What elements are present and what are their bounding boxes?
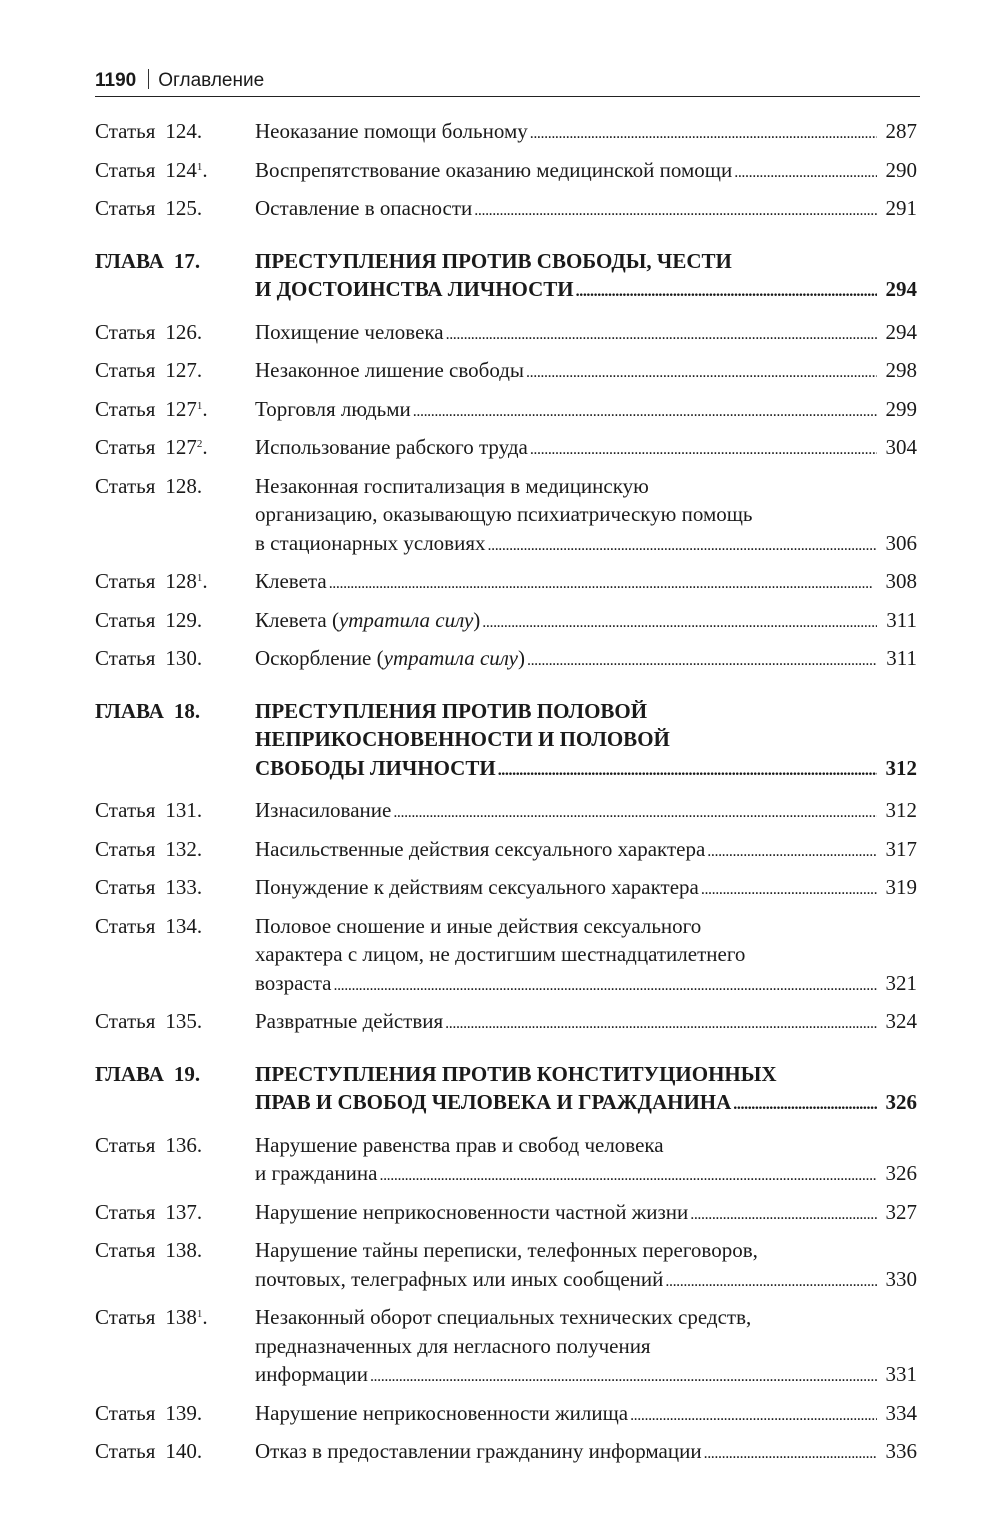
entry-superscript: 1: [196, 399, 203, 412]
entry-prefix: Статья: [95, 196, 156, 220]
dot-leader: [482, 609, 877, 638]
entry-title-last: Оставление в опасности: [255, 196, 473, 220]
entry-title-last: Незаконное лишение свободы: [255, 358, 525, 382]
entry-label: [95, 1437, 255, 1466]
dot-leader: [445, 1010, 877, 1039]
article-entry[interactable]: [95, 1007, 917, 1039]
entry-title-last-line: [255, 835, 917, 867]
entry-title-text: [255, 969, 331, 998]
entry-title-text: [255, 835, 705, 864]
article-entry[interactable]: [95, 156, 917, 188]
entry-number: 130.: [165, 646, 203, 670]
entry-superscript: 2: [196, 438, 203, 450]
entry-title-last-line: [255, 1159, 917, 1191]
entry-title-last: Неоказание помощи больному: [255, 119, 528, 143]
article-entry[interactable]: [95, 318, 917, 350]
entry-number: 138.: [165, 1238, 203, 1262]
dot-leader: [530, 436, 877, 465]
entry-title-last: СВОБОДЫ ЛИЧНОСТИ: [255, 755, 496, 780]
section-title: Оглавление: [158, 70, 265, 91]
dot-leader: [393, 799, 877, 828]
entry-page-number: 326: [885, 1161, 917, 1185]
entry-prefix: Статья: [95, 473, 156, 498]
chapter-entry[interactable]: [95, 1060, 917, 1120]
entry-title-line: Незаконный оборот специальных технических средств,: [255, 1305, 752, 1329]
table-of-contents: [95, 117, 917, 1476]
entry-title-last: Торговля людьми: [255, 396, 411, 421]
entry-prefix: Статья: [95, 1238, 156, 1262]
entry-title-last-line: [255, 644, 917, 676]
entry-title-text: [255, 567, 327, 596]
entry-title-line: ПРЕСТУПЛЕНИЯ ПРОТИВ ПОЛОВОЙ: [255, 698, 648, 723]
entry-title-last: возраста: [255, 970, 332, 995]
entry-number-suffix: .: [202, 396, 208, 421]
article-entry[interactable]: [95, 395, 917, 427]
entry-label: [95, 644, 255, 673]
entry-title-line: ПРЕСТУПЛЕНИЯ ПРОТИВ КОНСТИТУЦИОННЫХ: [255, 1061, 777, 1086]
entry-page-number: 299: [885, 396, 917, 421]
entry-title-last: и гражданина: [255, 1161, 378, 1185]
article-entry[interactable]: [95, 1131, 917, 1191]
entry-title-last-line: [255, 433, 917, 465]
entry-number: 19.: [173, 1061, 201, 1086]
entry-page-number: 317: [885, 836, 917, 861]
entry-number: 124.: [165, 119, 203, 143]
entry-title-last: Отказ в предоставлении гражданину информации: [255, 1439, 702, 1463]
dot-leader: [733, 1091, 877, 1120]
entry-title-last-line: [255, 117, 917, 149]
entry-title: [255, 697, 917, 786]
article-entry[interactable]: [95, 873, 917, 905]
entry-title-last: Клевета: [255, 569, 327, 593]
entry-title-last-line: [255, 194, 917, 226]
entry-page-number: 324: [885, 1009, 917, 1033]
entry-title-text: [255, 754, 496, 783]
entry-title: [255, 1236, 917, 1296]
entry-prefix: Статья: [95, 836, 156, 861]
entry-number: 124: [165, 157, 197, 182]
entry-title-last-line: [255, 1088, 917, 1120]
entry-superscript: 1: [196, 572, 203, 584]
entry-page-number: 336: [885, 1439, 917, 1463]
entry-title: [255, 644, 917, 676]
entry-title-line: предназначенных для негласного получения: [255, 1333, 651, 1358]
entry-title-line: Нарушение равенства прав и свобод человека: [255, 1132, 664, 1157]
entry-title-last-line: [255, 1399, 917, 1431]
entry-prefix: Статья: [95, 1009, 156, 1033]
dot-leader: [707, 838, 877, 867]
entry-page-number: 287: [885, 119, 917, 143]
entry-label: [95, 1007, 255, 1036]
dot-leader: [333, 972, 877, 1001]
entry-label: [95, 1131, 255, 1160]
entry-title-text: [255, 1399, 628, 1428]
article-entry[interactable]: [95, 835, 917, 867]
article-entry[interactable]: [95, 433, 917, 465]
entry-label: [95, 472, 255, 501]
entry-number: 140.: [165, 1439, 203, 1463]
entry-title-line: Незаконная госпитализация в медицинскую: [255, 473, 649, 498]
running-head: [95, 68, 920, 97]
entry-title: [255, 1060, 917, 1120]
dot-leader: [665, 1268, 877, 1297]
entry-label: [95, 1198, 255, 1227]
entry-title-last: ПРАВ И СВОБОД ЧЕЛОВЕКА И ГРАЖДАНИНА: [255, 1090, 732, 1114]
entry-number: 127: [165, 396, 197, 421]
entry-title-last-line: [255, 1437, 917, 1469]
entry-title: [255, 1131, 917, 1191]
article-entry[interactable]: [95, 1437, 917, 1469]
entry-title-line: Нарушение тайны переписки, телефонных переговоров,: [255, 1238, 758, 1262]
entry-page-number: 330: [885, 1266, 917, 1291]
entry-superscript: 1: [196, 1308, 203, 1320]
chapter-entry[interactable]: [95, 247, 917, 307]
entry-title-last-line: [255, 606, 917, 638]
entry-title-last: Оскорбление: [255, 646, 372, 670]
entry-title-last: почтовых, телеграфных или иных сообщений: [255, 1266, 664, 1291]
entry-prefix: Статья: [95, 157, 156, 182]
entry-number: 129.: [165, 607, 203, 632]
entry-title-text: [255, 318, 444, 347]
article-entry[interactable]: [95, 644, 917, 676]
entry-title-last: Использование рабского труда: [255, 435, 528, 459]
entry-title: [255, 835, 917, 867]
dot-leader: [488, 532, 878, 561]
entry-title-last-line: [255, 395, 917, 427]
entry-title-text: [255, 1159, 377, 1188]
entry-title-last: Насильственные действия сексуального характера: [255, 836, 706, 861]
entry-title-last-line: [255, 156, 917, 188]
entry-title: [255, 117, 917, 149]
entry-title-text: [255, 529, 486, 558]
chapter-entry[interactable]: [95, 697, 917, 786]
dot-leader: [498, 757, 877, 786]
dot-leader: [474, 197, 877, 226]
dot-leader: [704, 1440, 877, 1469]
entry-page-number: 291: [885, 196, 917, 220]
entry-page-number: 311: [886, 607, 917, 632]
entry-page-number: 298: [885, 358, 917, 382]
entry-title-text: [255, 117, 528, 146]
entry-prefix: Статья: [95, 396, 156, 421]
entry-title-last-line: [255, 567, 917, 599]
entry-page-number: 290: [885, 157, 917, 182]
entry-title-text: [255, 433, 528, 462]
entry-prefix: Статья: [95, 875, 156, 899]
entry-number: 127.: [165, 358, 203, 382]
entry-label: [95, 873, 255, 902]
entry-label: [95, 318, 255, 347]
entry-title-last-line: [255, 754, 917, 786]
entry-number: 137.: [165, 1199, 203, 1224]
dot-leader: [530, 120, 877, 149]
dot-leader: [630, 1402, 877, 1431]
entry-note-italic: утратила силу: [338, 607, 474, 632]
entry-title: [255, 247, 917, 307]
entry-page-number: 319: [885, 875, 917, 899]
entry-title: [255, 796, 917, 828]
entry-page-number: 306: [885, 530, 917, 555]
entry-title-last: Похищение человека: [255, 319, 444, 344]
article-entry[interactable]: [95, 1399, 917, 1431]
page-number: 1190: [95, 70, 137, 91]
entry-title-text: [255, 1007, 443, 1036]
entry-title-text: [255, 275, 574, 304]
entry-page-number: 311: [886, 646, 917, 670]
entry-title-last: И ДОСТОИНСТВА ЛИЧНОСТИ: [255, 277, 574, 301]
entry-number: 133.: [165, 875, 203, 899]
entry-title-last-line: [255, 1007, 917, 1039]
entry-number: 136.: [165, 1132, 203, 1157]
entry-page-number: 321: [885, 970, 917, 995]
entry-page-number: 312: [885, 755, 917, 780]
entry-prefix: Статья: [95, 1132, 156, 1157]
entry-label: [95, 247, 255, 276]
dot-leader: [734, 159, 877, 188]
entry-note-italic: утратила силу: [383, 646, 518, 670]
entry-number: 18.: [173, 698, 201, 723]
entry-title: [255, 395, 917, 427]
entry-title-text: [255, 395, 411, 424]
entry-label: [95, 117, 255, 146]
entry-title-last-line: [255, 529, 917, 561]
entry-label: [95, 433, 255, 462]
article-entry[interactable]: [95, 567, 917, 599]
entry-page-number: 308: [885, 569, 917, 593]
article-entry[interactable]: [95, 1303, 917, 1392]
entry-label: [95, 356, 255, 385]
entry-page-number: 294: [885, 277, 917, 301]
entry-label: [95, 912, 255, 941]
article-entry[interactable]: [95, 472, 917, 561]
entry-title-last: в стационарных условиях: [255, 530, 486, 555]
entry-prefix: Статья: [95, 798, 156, 822]
article-entry[interactable]: [95, 1198, 917, 1230]
entry-number-suffix: .: [202, 157, 208, 182]
entry-title: [255, 194, 917, 226]
entry-title-text: [255, 156, 732, 185]
entry-page-number: 304: [885, 435, 917, 459]
entry-number-suffix: .: [202, 569, 208, 593]
entry-title-line: НЕПРИКОСНОВЕННОСТИ И ПОЛОВОЙ: [255, 727, 670, 751]
entry-title-last: информации: [255, 1362, 368, 1386]
entry-title-last: Клевета: [255, 607, 327, 632]
entry-label: [95, 835, 255, 864]
entry-number: 126.: [165, 319, 203, 344]
entry-title-text: Оскорбление (утратила силу): [255, 646, 525, 670]
entry-prefix: Статья: [95, 435, 156, 459]
article-entry[interactable]: [95, 796, 917, 828]
entry-title-last: Развратные действия: [255, 1009, 444, 1033]
article-entry[interactable]: [95, 912, 917, 1001]
entry-title: [255, 472, 917, 561]
entry-title: [255, 912, 917, 1001]
entry-title-last-line: [255, 356, 917, 388]
entry-title-line: характера с лицом, не достигшим шестнадцатилетнего: [255, 942, 746, 966]
entry-number: 139.: [165, 1400, 203, 1425]
entry-title-last-line: [255, 275, 917, 307]
entry-title-text: Клевета (утратила силу): [255, 607, 481, 632]
entry-title-last-line: [255, 1265, 917, 1297]
entry-number-suffix: .: [202, 435, 208, 459]
entry-page-number: 331: [885, 1362, 917, 1386]
entry-title-line: ПРЕСТУПЛЕНИЯ ПРОТИВ СВОБОДЫ, ЧЕСТИ: [255, 248, 732, 273]
entry-title-last-line: [255, 1360, 917, 1392]
entry-title: [255, 1399, 917, 1431]
entry-number-suffix: .: [202, 1305, 208, 1329]
entry-prefix: Статья: [95, 319, 156, 344]
entry-prefix: ГЛАВА: [95, 1061, 164, 1086]
entry-title: [255, 873, 917, 905]
entry-title: [255, 156, 917, 188]
entry-number: 138: [165, 1305, 197, 1329]
entry-title-last: Изнасилование: [255, 798, 392, 822]
entry-title: [255, 1007, 917, 1039]
entry-page-number: 334: [885, 1400, 917, 1425]
entry-prefix: Статья: [95, 646, 156, 670]
entry-title-text: [255, 1265, 663, 1294]
entry-title: [255, 318, 917, 350]
entry-number: 131.: [165, 798, 203, 822]
entry-title-text: [255, 1360, 368, 1389]
entry-title-last-line: [255, 318, 917, 350]
article-entry[interactable]: [95, 606, 917, 638]
entry-prefix: Статья: [95, 358, 156, 382]
entry-number: 135.: [165, 1009, 203, 1033]
entry-label: [95, 796, 255, 825]
dot-leader: [527, 647, 877, 676]
entry-number: 128: [165, 569, 197, 593]
dot-leader: [446, 321, 877, 350]
entry-title-text: [255, 1437, 702, 1466]
entry-label: [95, 697, 255, 726]
dot-leader: [329, 570, 877, 599]
entry-prefix: ГЛАВА: [95, 698, 164, 723]
header-separator: [148, 69, 149, 89]
entry-number: 17.: [173, 248, 201, 273]
entry-prefix: Статья: [95, 607, 156, 632]
entry-superscript: 1: [196, 160, 203, 173]
entry-prefix: Статья: [95, 1199, 156, 1224]
entry-title-last: Понуждение к действиям сексуального характера: [255, 875, 699, 899]
entry-page-number: 326: [885, 1090, 917, 1114]
entry-label: [95, 194, 255, 223]
entry-title-text: [255, 1088, 731, 1117]
entry-title: [255, 1198, 917, 1230]
entry-number: 128.: [165, 473, 203, 498]
entry-title-line: организацию, оказывающую психиатрическую помощь: [255, 502, 753, 526]
dot-leader: [576, 278, 877, 307]
entry-label: [95, 1236, 255, 1265]
entry-title: [255, 606, 917, 638]
dot-leader: [413, 398, 877, 427]
entry-title-text: [255, 796, 391, 825]
entry-title-text: [255, 356, 524, 385]
entry-title-last: Нарушение неприкосновенности жилища: [255, 1400, 629, 1425]
dot-leader: [701, 876, 877, 905]
entry-title: [255, 356, 917, 388]
entry-number: 127: [165, 435, 197, 459]
entry-prefix: Статья: [95, 1305, 156, 1329]
entry-title-last: Нарушение неприкосновенности частной жизни: [255, 1199, 689, 1224]
dot-leader: [690, 1201, 877, 1230]
entry-title: [255, 1437, 917, 1469]
entry-label: [95, 156, 255, 185]
entry-title-last-line: [255, 1198, 917, 1230]
entry-label: [95, 1399, 255, 1428]
entry-label: [95, 1060, 255, 1089]
entry-title-text: [255, 1198, 688, 1227]
article-entry[interactable]: [95, 356, 917, 388]
dot-leader: [370, 1363, 877, 1392]
dot-leader: [379, 1162, 877, 1191]
entry-label: [95, 1303, 255, 1332]
dot-leader: [526, 359, 877, 388]
entry-title-last-line: [255, 969, 917, 1001]
entry-title-last: Воспрепятствование оказанию медицинской помощи: [255, 157, 733, 182]
entry-title: [255, 433, 917, 465]
article-entry[interactable]: [95, 1236, 917, 1296]
article-entry[interactable]: [95, 117, 917, 149]
entry-title-line: Половое сношение и иные действия сексуального: [255, 913, 702, 938]
entry-page-number: 312: [885, 798, 917, 822]
entry-title-text: [255, 873, 699, 902]
entry-page-number: 327: [885, 1199, 917, 1224]
entry-title: [255, 1303, 917, 1392]
article-entry[interactable]: [95, 194, 917, 226]
entry-label: [95, 606, 255, 635]
entry-prefix: ГЛАВА: [95, 248, 164, 273]
entry-page-number: 294: [885, 319, 917, 344]
entry-prefix: Статья: [95, 1400, 156, 1425]
entry-label: [95, 567, 255, 596]
entry-prefix: Статья: [95, 119, 156, 143]
entry-title-text: [255, 194, 472, 223]
entry-prefix: Статья: [95, 1439, 156, 1463]
entry-prefix: Статья: [95, 569, 156, 593]
entry-label: [95, 395, 255, 424]
entry-title: [255, 567, 917, 599]
entry-prefix: Статья: [95, 913, 156, 938]
entry-number: 125.: [165, 196, 203, 220]
entry-title-last-line: [255, 796, 917, 828]
entry-number: 134.: [165, 913, 203, 938]
entry-number: 132.: [165, 836, 203, 861]
entry-title-last-line: [255, 873, 917, 905]
